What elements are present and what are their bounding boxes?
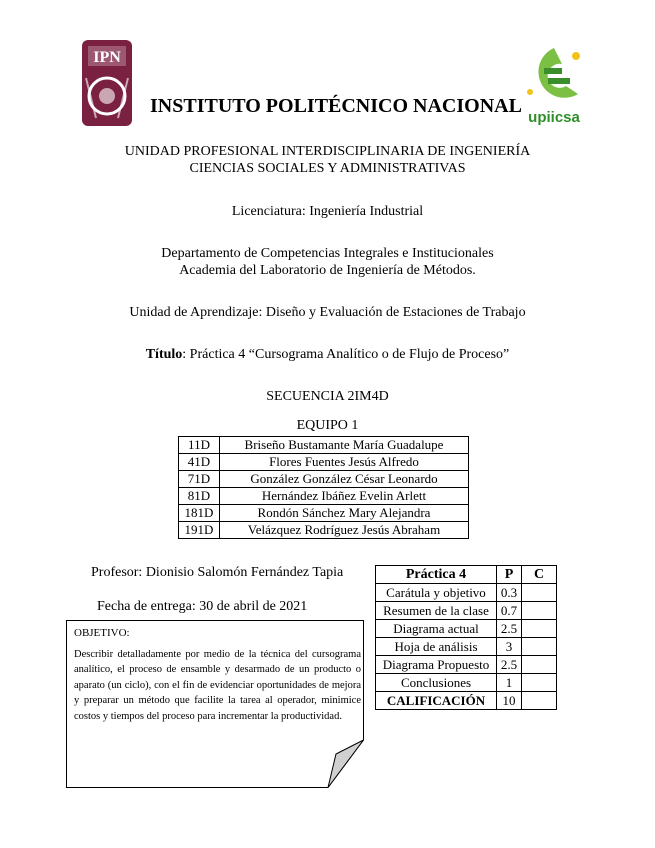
professor: Profesor: Dionisio Salomón Fernández Tapia — [91, 565, 344, 580]
title-text: : Práctica 4 “Cursograma Analítico o de Flujo de Proceso” — [182, 347, 510, 362]
ipn-logo — [76, 38, 138, 130]
table-row — [376, 584, 557, 602]
grading-score — [522, 656, 557, 674]
unit-line-2: CIENCIAS SOCIALES Y ADMINISTRATIVAS — [189, 161, 466, 176]
department-line-1: Departamento de Competencias Integrales e Institucionales — [161, 246, 494, 261]
grading-item: Carátula y objetivo — [376, 584, 497, 602]
sequence: SECUENCIA 2IM4D — [266, 389, 389, 404]
grading-total-points: 10 — [497, 692, 522, 710]
column-header: P — [497, 566, 522, 584]
grading-points: 2.5 — [497, 656, 522, 674]
table-row — [376, 638, 557, 656]
practice-title — [0, 346, 655, 364]
learning-unit: Unidad de Aprendizaje: Diseño y Evaluación de Estaciones de Trabajo — [129, 305, 526, 320]
team-table — [178, 436, 469, 539]
objective-text: Describir detalladamente por medio de la técnica del cursograma analítico, el proceso de ensamble y desarmado de un producto o aparato (un ciclo), con el fin de evidenciar oportunidades de mejora y preparar un método que facilite la tarea al operador, minimice costos y tiempos del proceso para incrementar la productividad. — [74, 649, 361, 722]
grading-points: 2.5 — [497, 620, 522, 638]
department-line-2: Academia del Laboratorio de Ingeniería de Métodos. — [179, 263, 476, 278]
table-row — [179, 522, 469, 539]
objective-box — [66, 620, 364, 788]
title-label: Título — [145, 347, 183, 362]
grading-score — [522, 638, 557, 656]
due-date: Fecha de entrega: 30 de abril de 2021 — [97, 599, 308, 614]
column-header: C — [522, 566, 557, 584]
grading-points: 1 — [497, 674, 522, 692]
grading-item: Diagrama Propuesto — [376, 656, 497, 674]
institute-name: INSTITUTO POLITÉCNICO NACIONAL — [150, 95, 522, 117]
table-row — [179, 505, 469, 522]
grading-item: Hoja de análisis — [376, 638, 497, 656]
svg-text:upiicsa: upiicsa — [528, 109, 580, 126]
table-row — [376, 620, 557, 638]
svg-text:IPN: IPN — [93, 49, 121, 66]
member-number: 81D — [179, 488, 220, 505]
member-name: Velázquez Rodríguez Jesús Abraham — [220, 522, 469, 539]
table-row — [376, 602, 557, 620]
degree: Licenciatura: Ingeniería Industrial — [231, 204, 424, 219]
table-row — [179, 454, 469, 471]
table-row — [179, 437, 469, 454]
table-row — [376, 656, 557, 674]
grading-points: 0.3 — [497, 584, 522, 602]
column-header: Práctica 4 — [376, 566, 497, 584]
member-number: 191D — [179, 522, 220, 539]
grading-table — [375, 565, 557, 710]
grading-item: Diagrama actual — [376, 620, 497, 638]
member-name: Briseño Bustamante María Guadalupe — [220, 437, 469, 454]
unit-line-1: UNIDAD PROFESIONAL INTERDISCIPLINARIA DE INGENIERÍA — [124, 144, 531, 159]
grading-score — [522, 620, 557, 638]
grading-points: 3 — [497, 638, 522, 656]
grading-score — [522, 584, 557, 602]
grading-item: Conclusiones — [376, 674, 497, 692]
grading-total-label: CALIFICACIÓN — [376, 692, 497, 710]
team-label: EQUIPO 1 — [296, 418, 359, 433]
grading-score — [522, 674, 557, 692]
member-name: González González César Leonardo — [220, 471, 469, 488]
table-header-row — [376, 566, 557, 584]
member-number: 41D — [179, 454, 220, 471]
member-number: 11D — [179, 437, 220, 454]
table-row — [179, 488, 469, 505]
grading-points: 0.7 — [497, 602, 522, 620]
objective-title: OBJETIVO: — [74, 627, 130, 639]
grading-total-score — [522, 692, 557, 710]
table-row — [376, 674, 557, 692]
upiicsa-logo — [516, 42, 592, 130]
table-row — [179, 471, 469, 488]
grading-score — [522, 602, 557, 620]
member-number: 181D — [179, 505, 220, 522]
member-name: Rondón Sánchez Mary Alejandra — [220, 505, 469, 522]
member-name: Flores Fuentes Jesús Alfredo — [220, 454, 469, 471]
member-name: Hernández Ibáñez Evelin Arlett — [220, 488, 469, 505]
grading-item: Resumen de la clase — [376, 602, 497, 620]
table-row-total — [376, 692, 557, 710]
member-number: 71D — [179, 471, 220, 488]
